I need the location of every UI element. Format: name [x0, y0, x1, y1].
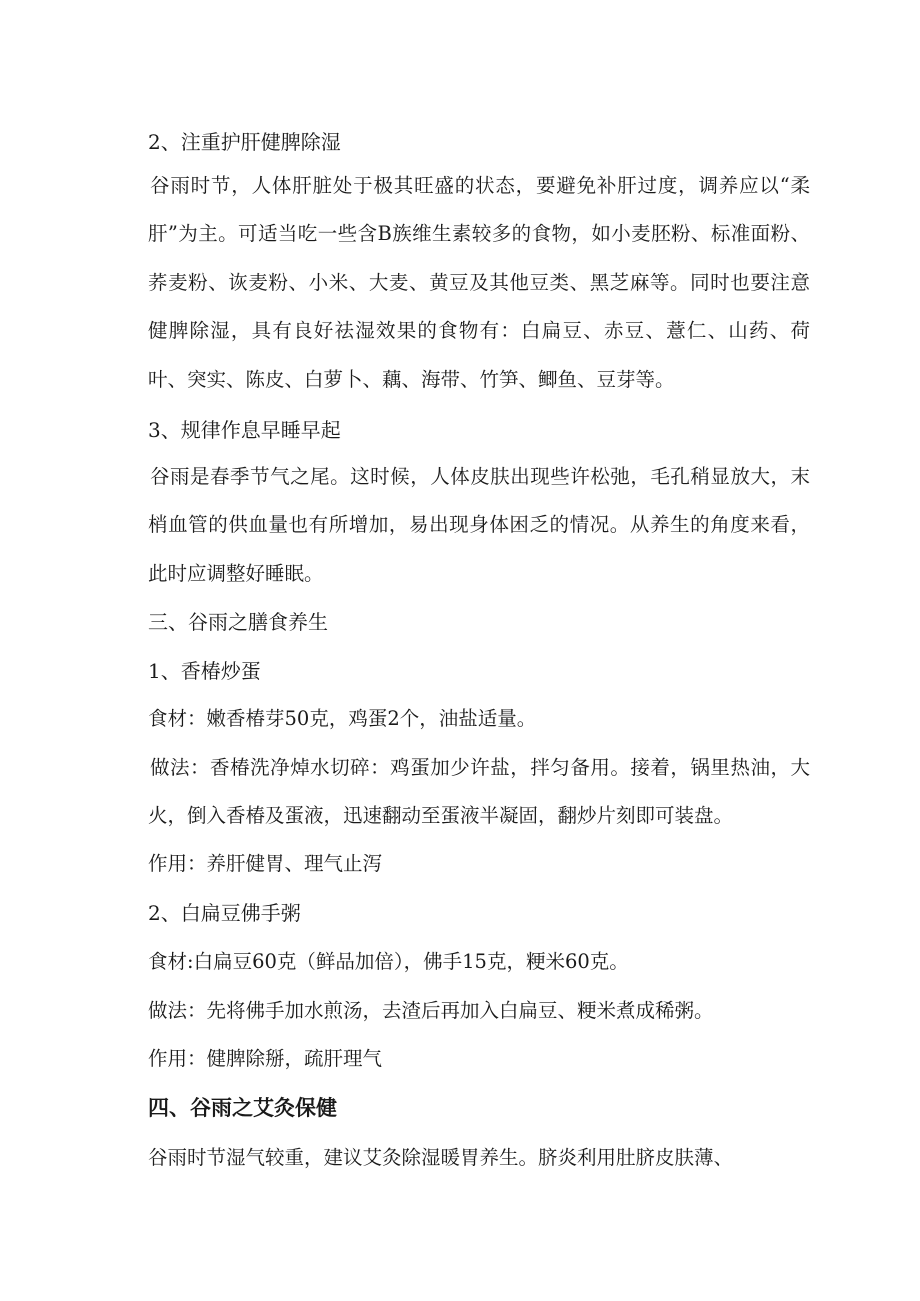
recipe-title-toona-egg: 1、香椿炒蛋	[148, 659, 261, 683]
recipe-ingredients-toona-egg: 食材：嫩香椿芽50克，鸡蛋2个，油盐适量。	[148, 707, 537, 730]
recipe-title-bean-porridge: 2、白扁豆佛手粥	[148, 901, 301, 925]
paragraph-moxibustion: 谷雨时节湿气较重，建议艾灸除湿暖胃养生。脐炎利用肚脐皮肤薄、	[148, 1146, 734, 1169]
recipe-method-bean-porridge: 做法：先将佛手加水煎汤，去渣后再加入白扁豆、粳米煮成稀粥。	[148, 999, 714, 1022]
section-heading-liver-spleen: 2、注重护肝健脾除湿	[148, 130, 341, 154]
section-heading-moxibustion: 四、谷雨之艾灸保健	[148, 1095, 337, 1120]
paragraph-liver-spleen: 谷雨时节，人体肝脏处于极其旺盛的状态，要避免补肝过度，调养应以“柔肝”为主。可适当吃一些含B族维生素较多的食物，如小麦胚粉、标准面粉、荞麦粉、诙麦粉、小米、大麦、黄豆及其他豆类、黑芝麻等。同时也要注意健脾除湿，具有良好祛湿效果的食物有：白扁豆、赤豆、薏仁、山药、荷叶、突实、陈皮、白萝卜、藕、海带、竹笋、鲫鱼、豆芽等。	[148, 174, 810, 391]
section-heading-sleep: 3、规律作息早睡早起	[148, 418, 341, 442]
recipe-ingredients-bean-porridge: 食材:白扁豆60克（鲜品加倍），佛手15克，粳米60克。	[148, 950, 629, 973]
recipe-method-toona-egg: 做法：香椿洗净焯水切碎：鸡蛋加少许盐，拌匀备用。接着，锅里热油，大火，倒入香椿及蛋液，迅速翻动至蛋液半凝固，翻炒片刻即可装盘。	[148, 756, 810, 828]
section-heading-diet: 三、谷雨之膳食养生	[148, 610, 328, 634]
recipe-effect-bean-porridge: 作用：健脾除掰，疏肝理气	[148, 1047, 383, 1070]
recipe-effect-toona-egg: 作用：养肝健胃、理气止泻	[148, 852, 383, 875]
paragraph-sleep: 谷雨是春季节气之尾。这时候，人体皮肤出现些许松弛，毛孔稍显放大，末梢血管的供血量也有所增加，易出现身体困乏的情况。从养生的角度来看，此时应调整好睡眠。	[148, 465, 810, 585]
